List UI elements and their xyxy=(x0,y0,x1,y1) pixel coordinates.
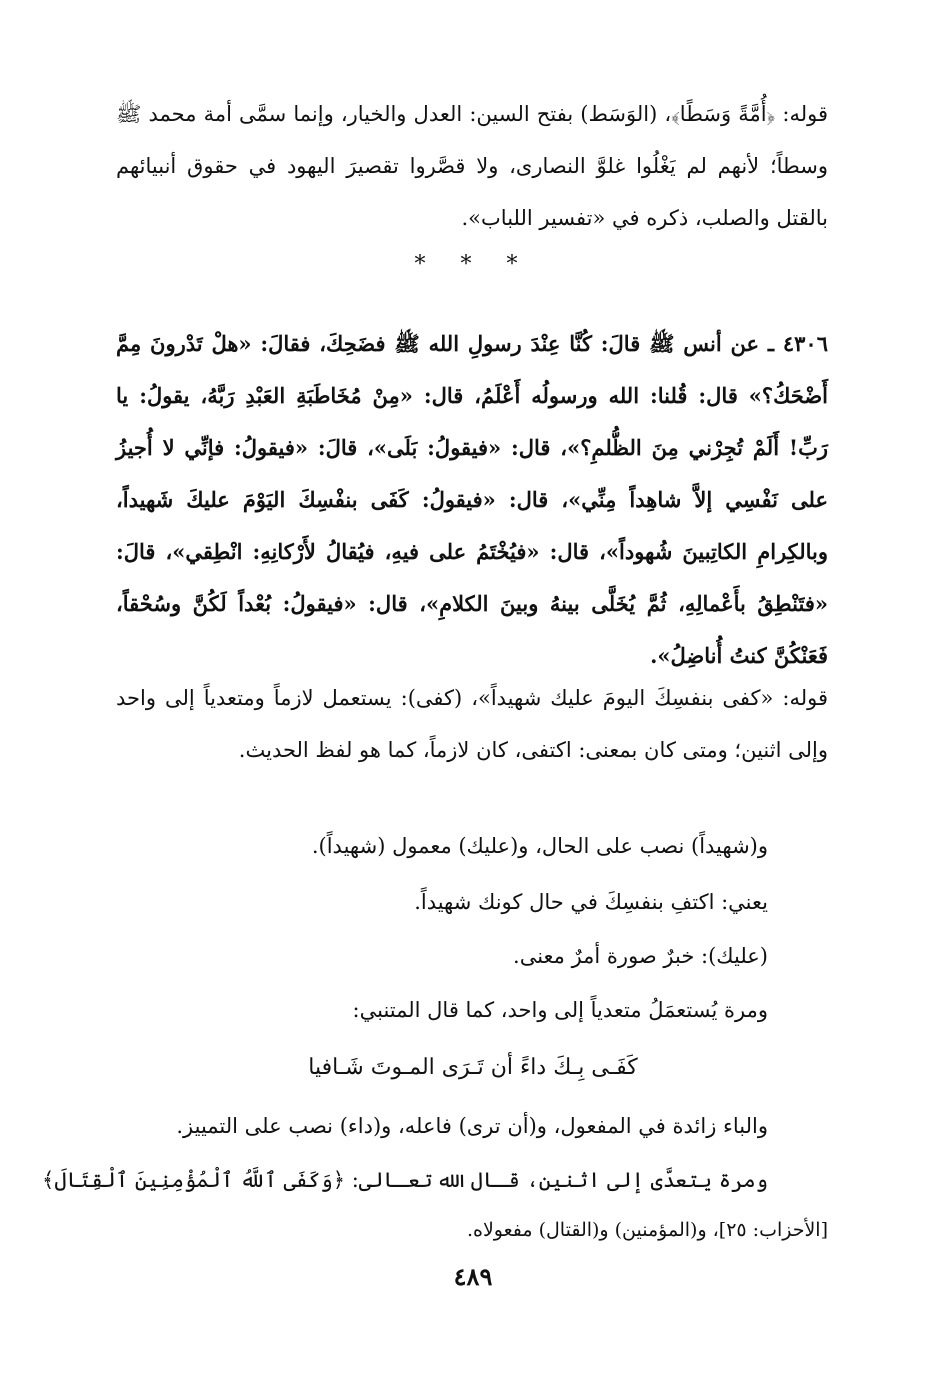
commentary-line-mutanabbi: ومرة يُستعمَلُ متعدياً إلى واحد، كما قال المتنبي: xyxy=(352,998,768,1022)
hadith-text: ٤٣٠٦ ـ عن أنس ﷺ قالَ: كُنَّا عِنْدَ رسولِ الله ﷺ فضَحِكَ، فقالَ: «هلْ تَدْرونَ مِمَّ أَضْحَكُ؟» قال: قُلنا: الله ورسولُه أَعْلَمُ، قال: «مِنْ مُخَاطَبَةِ العَبْدِ رَبَّهُ، يقولُ: يا رَبِّ! أَلَمْ تُجِرْني مِنَ الظُّلمِ؟»، قال: «فيقولُ: بَلَى»، قالَ: «فيقولُ: فإنِّي لا أُجيزُ على نَفْسِي إلاَّ شاهِداً مِنِّي»، قال: «فيقولُ: كَفَى بنفْسِكَ اليَوْمَ عليكَ شَهيداً، وبالكِرامِ الكاتِبينَ شُهوداً»، قال: «فيُخْتَمُ على فيهِ، فيُقالُ لأَرْكانِهِ: انْطِقي»، قالَ: «فتَنْطِقُ بأَعْمالِهِ، ثُمَّ يُخَلَّى بينهُ وبينَ الكلامِ»، قال: «فيقولُ: بُعْداً لَكُنَّ وسُحْقاً، فَعَنْكُنَّ كنتُ أُناضِلُ». xyxy=(116,331,828,668)
commentary-line-ba: والباء زائدة في المفعول، و(أن ترى) فاعله، و(داء) نصب على التمييز. xyxy=(176,1114,768,1138)
poetry-verse: كَفَـى بِـكَ داءً أن تَـرَى المـوتَ شَـافيا xyxy=(308,1055,638,1080)
section-separator: * * * xyxy=(414,252,532,277)
commentary-line-shahid: و(شهيداً) نصب على الحال، و(عليك) معمول (شهيداً). xyxy=(311,834,768,858)
page-number: ٤٨٩ xyxy=(453,1262,493,1291)
commentary-line-meaning: يعني: اكتفِ بنفسِكَ في حال كونك شهيداً. xyxy=(414,890,768,914)
commentary-line-quran: ومرة يتعدَّى إلى اثنين، قـال الله تعـالى: ﴿وَكَفَى ٱللَّهُ ٱلْمُؤْمِنِينَ ٱلْقِتَالَ﴾ xyxy=(42,1168,768,1192)
commentary-paragraph-wasat: قوله: ﴿أُمَّةً وَسَطًا﴾، (الوَسَط) بفتح السين: العدل والخيار، وإنما سمَّى أمة محمد ﷺ وسطاً؛ لأنهم لم يَغْلُوا غلوَّ النصارى، ولا قصَّروا تقصيرَ اليهود في حقوق أنبيائهم بالقتل والصلب، ذكره في «تفسير اللباب». xyxy=(116,102,828,230)
commentary-line-reference: [الأحزاب: ٢٥]، و(المؤمنين) و(القتال) مفعولاه. xyxy=(466,1219,828,1241)
commentary-paragraph-kafa: قوله: «كفى بنفسِكَ اليومَ عليك شهيداً»، (كفى): يستعمل لازماً ومتعدياً إلى واحد وإلى اثنين؛ ومتى كان بمعنى: اكتفى، كان لازماً، كما هو لفظ الحديث. xyxy=(116,686,828,762)
commentary-line-alayk: (عليك): خبرٌ صورة أمرٌ معنى. xyxy=(513,944,768,968)
